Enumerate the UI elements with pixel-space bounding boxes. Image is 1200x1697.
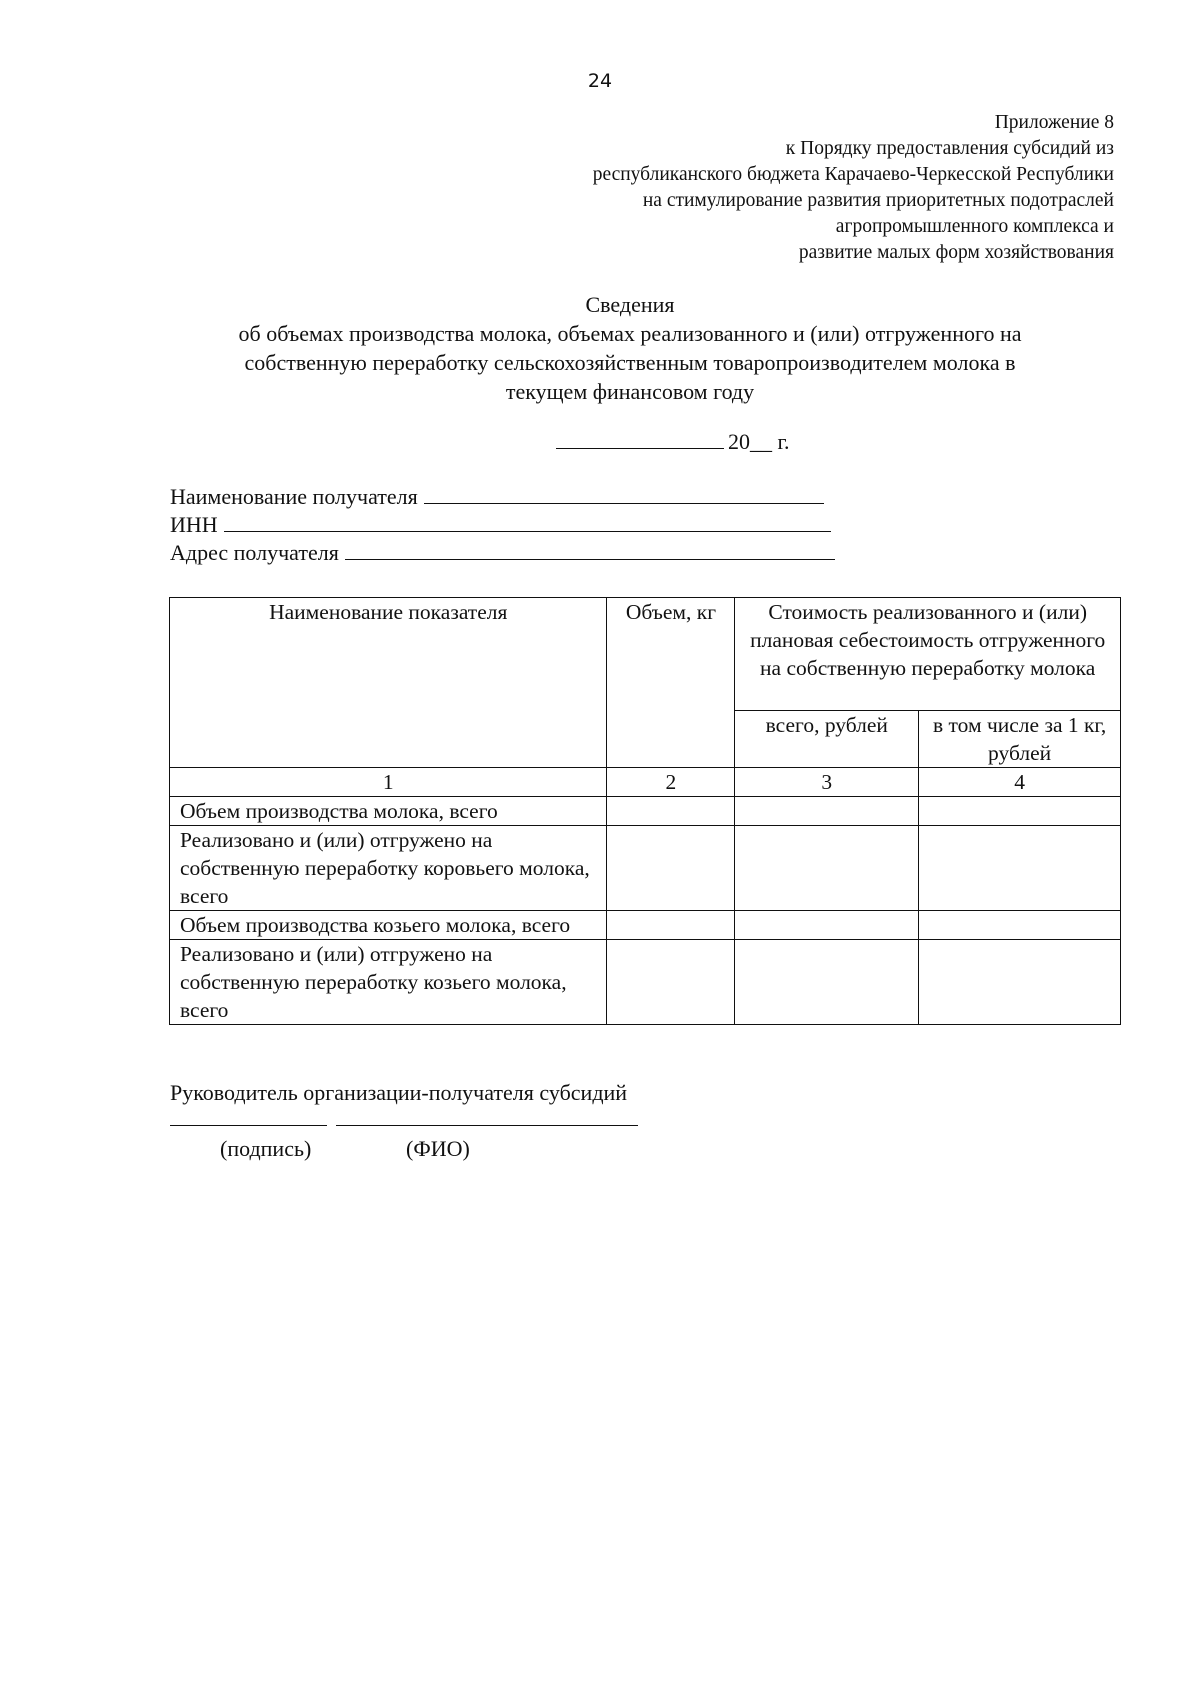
row-label: Реализовано и (или) отгружено на собственную переработку коровьего молока, всего <box>170 826 607 911</box>
inn-label: ИНН <box>170 512 218 537</box>
appendix-line: к Порядку предоставления субсидий из <box>785 138 1114 159</box>
column-number-row <box>170 768 1121 797</box>
appendix-header <box>593 110 1114 266</box>
recipient-name-label: Наименование получателя <box>170 484 418 509</box>
per-kg-cell[interactable] <box>919 911 1121 940</box>
appendix-line: развитие малых форм хозяйствования <box>798 242 1114 263</box>
header-indicator: Наименование показателя <box>170 598 607 768</box>
total-cell[interactable] <box>735 797 919 826</box>
date-blank-field[interactable] <box>556 428 724 449</box>
volume-cell[interactable] <box>607 911 735 940</box>
data-table <box>169 597 1121 1025</box>
full-name-caption: (ФИО) <box>406 1136 470 1161</box>
volume-cell[interactable] <box>607 826 735 911</box>
date-year-text: 20__ г. <box>728 429 790 454</box>
table-row <box>170 940 1121 1025</box>
appendix-line: Приложение 8 <box>994 112 1114 133</box>
page-number: 24 <box>587 70 613 92</box>
title-heading: Сведения <box>585 292 675 317</box>
volume-cell[interactable] <box>607 797 735 826</box>
inn-field <box>170 511 831 538</box>
header-total: всего, рублей <box>735 711 919 768</box>
signatory-heading: Руководитель организации-получателя субсидий <box>170 1080 628 1105</box>
total-cell[interactable] <box>735 940 919 1025</box>
volume-cell[interactable] <box>607 940 735 1025</box>
address-label: Адрес получателя <box>170 540 339 565</box>
header-cost-group: Стоимость реализованного и (или) плановая себестоимость отгруженного на собственную переработку молока <box>735 598 1121 711</box>
column-number: 4 <box>919 768 1121 797</box>
address-input-line[interactable] <box>345 539 835 560</box>
address-field <box>170 539 835 566</box>
row-label: Реализовано и (или) отгружено на собственную переработку козьего молока, всего <box>170 940 607 1025</box>
signature-line[interactable] <box>170 1125 327 1126</box>
title-line: текущем финансовом году <box>505 379 755 404</box>
column-number: 3 <box>735 768 919 797</box>
inn-input-line[interactable] <box>224 511 831 532</box>
header-volume: Объем, кг <box>607 598 735 768</box>
table-row <box>170 797 1121 826</box>
header-per-kg: в том числе за 1 кг, рублей <box>919 711 1121 768</box>
per-kg-cell[interactable] <box>919 826 1121 911</box>
row-label: Объем производства козьего молока, всего <box>170 911 607 940</box>
date-line <box>556 428 790 455</box>
column-number: 2 <box>607 768 735 797</box>
appendix-line: агропромышленного комплекса и <box>835 216 1114 237</box>
title-line: собственную переработку сельскохозяйственным товаропроизводителем молока в <box>244 350 1016 375</box>
per-kg-cell[interactable] <box>919 940 1121 1025</box>
signature-caption: (подпись) <box>220 1136 312 1161</box>
column-number: 1 <box>170 768 607 797</box>
per-kg-cell[interactable] <box>919 797 1121 826</box>
recipient-name-field <box>170 483 824 510</box>
row-label: Объем производства молока, всего <box>170 797 607 826</box>
table-row <box>170 826 1121 911</box>
total-cell[interactable] <box>735 826 919 911</box>
table-header-row <box>170 598 1121 711</box>
document-title <box>150 290 1110 406</box>
full-name-line[interactable] <box>336 1125 638 1126</box>
appendix-line: на стимулирование развития приоритетных подотраслей <box>642 190 1114 211</box>
table-row <box>170 911 1121 940</box>
title-line: об объемах производства молока, объемах реализованного и (или) отгруженного на <box>238 321 1022 346</box>
appendix-line: республиканского бюджета Карачаево-Черкесской Республики <box>592 164 1114 185</box>
total-cell[interactable] <box>735 911 919 940</box>
recipient-name-input-line[interactable] <box>424 483 824 504</box>
